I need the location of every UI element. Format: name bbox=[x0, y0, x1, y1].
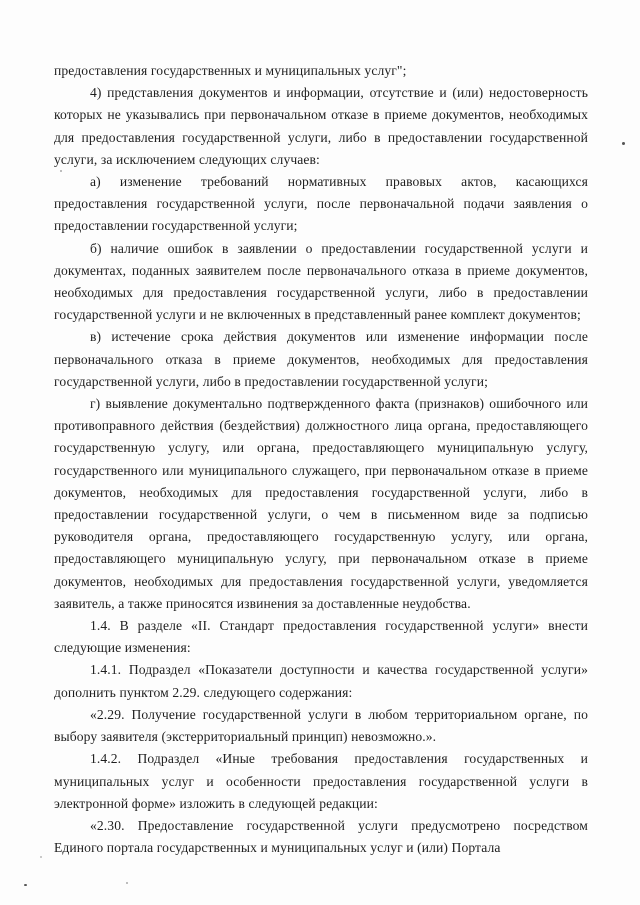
paragraph-2-29: «2.29. Получение государственной услуги в любом территориальном органе, по выбору заявителя (экстерриториальный принцип) невозможно.». bbox=[54, 706, 588, 745]
paragraph-item-4: 4) представления документов и информации, отсутствие и (или) недостоверность которых не указывались при первоначальном отказе в приеме документов, необходимых для предоставления государственной услуги, либо в предоставлении государственной услуги, за исключением следующих случаев: bbox=[54, 85, 588, 167]
paragraph-subitem-g: г) выявление документально подтвержденного факта (признаков) ошибочного или противоправного действия (бездействия) должностного лица органа, предоставляющего государственную услугу, или органа, предоставляющего муниципальную услугу, государственного или муниципального служащего, при первоначальном отказе в приеме документов, необходимых для предоставления государственной услуги, либо в предоставлении государственной услуги, о чем в письменном виде за подписью руководителя органа, предоставляющего государственную услугу, или органа, предоставляющего муниципальную услугу, при первоначальном отказе в приеме документов, необходимых для предоставления государственной услуги, уведомляется заявитель, а также приносятся извинения за доставленные неудобства. bbox=[54, 396, 588, 611]
paragraph-2-30: «2.30. Предоставление государственной услуги предусмотрено посредством Единого портала государственных и муниципальных услуг и (или) Портала bbox=[54, 817, 588, 856]
scan-speck bbox=[24, 884, 27, 886]
scan-speck bbox=[126, 882, 128, 884]
paragraph-1-4-2: 1.4.2. Подраздел «Иные требования предоставления государственных и муниципальных услуг и особенности предоставления государственной услуги в электронной форме» изложить в следующей редакции: bbox=[54, 751, 588, 811]
paragraph-continuation: предоставления государственных и муниципальных услуг"; bbox=[54, 63, 407, 78]
paragraph-subitem-b: б) наличие ошибок в заявлении о предоставлении государственной услуги и документах, поданных заявителем после первоначального отказа в приеме документов, необходимых для предоставления государственной услуги, либо в предоставлении государственной услуги и не включенных в представленный ранее комплект документов; bbox=[54, 240, 588, 323]
scan-speck bbox=[60, 170, 62, 172]
paragraph-subitem-a: а) изменение требований нормативных правовых актов, касающихся предоставления государственной услуги, после первоначальной подачи заявления о предоставлении государственной услуги; bbox=[54, 174, 588, 234]
scan-speck bbox=[40, 856, 42, 858]
scan-speck bbox=[622, 142, 625, 145]
paragraph-1-4-1: 1.4.1. Подраздел «Показатели доступности и качества государственной услуги» дополнить пунктом 2.29. следующего содержания: bbox=[54, 662, 588, 700]
paragraph-1-4: 1.4. В разделе «II. Стандарт предоставления государственной услуги» внести следующие изменения: bbox=[54, 618, 588, 656]
document-body bbox=[54, 60, 588, 859]
paragraph-subitem-v: в) истечение срока действия документов или изменение информации после первоначального отказа в приеме документов, необходимых для предоставления государственной услуги, либо в предоставлении государственной услуги; bbox=[54, 329, 588, 389]
